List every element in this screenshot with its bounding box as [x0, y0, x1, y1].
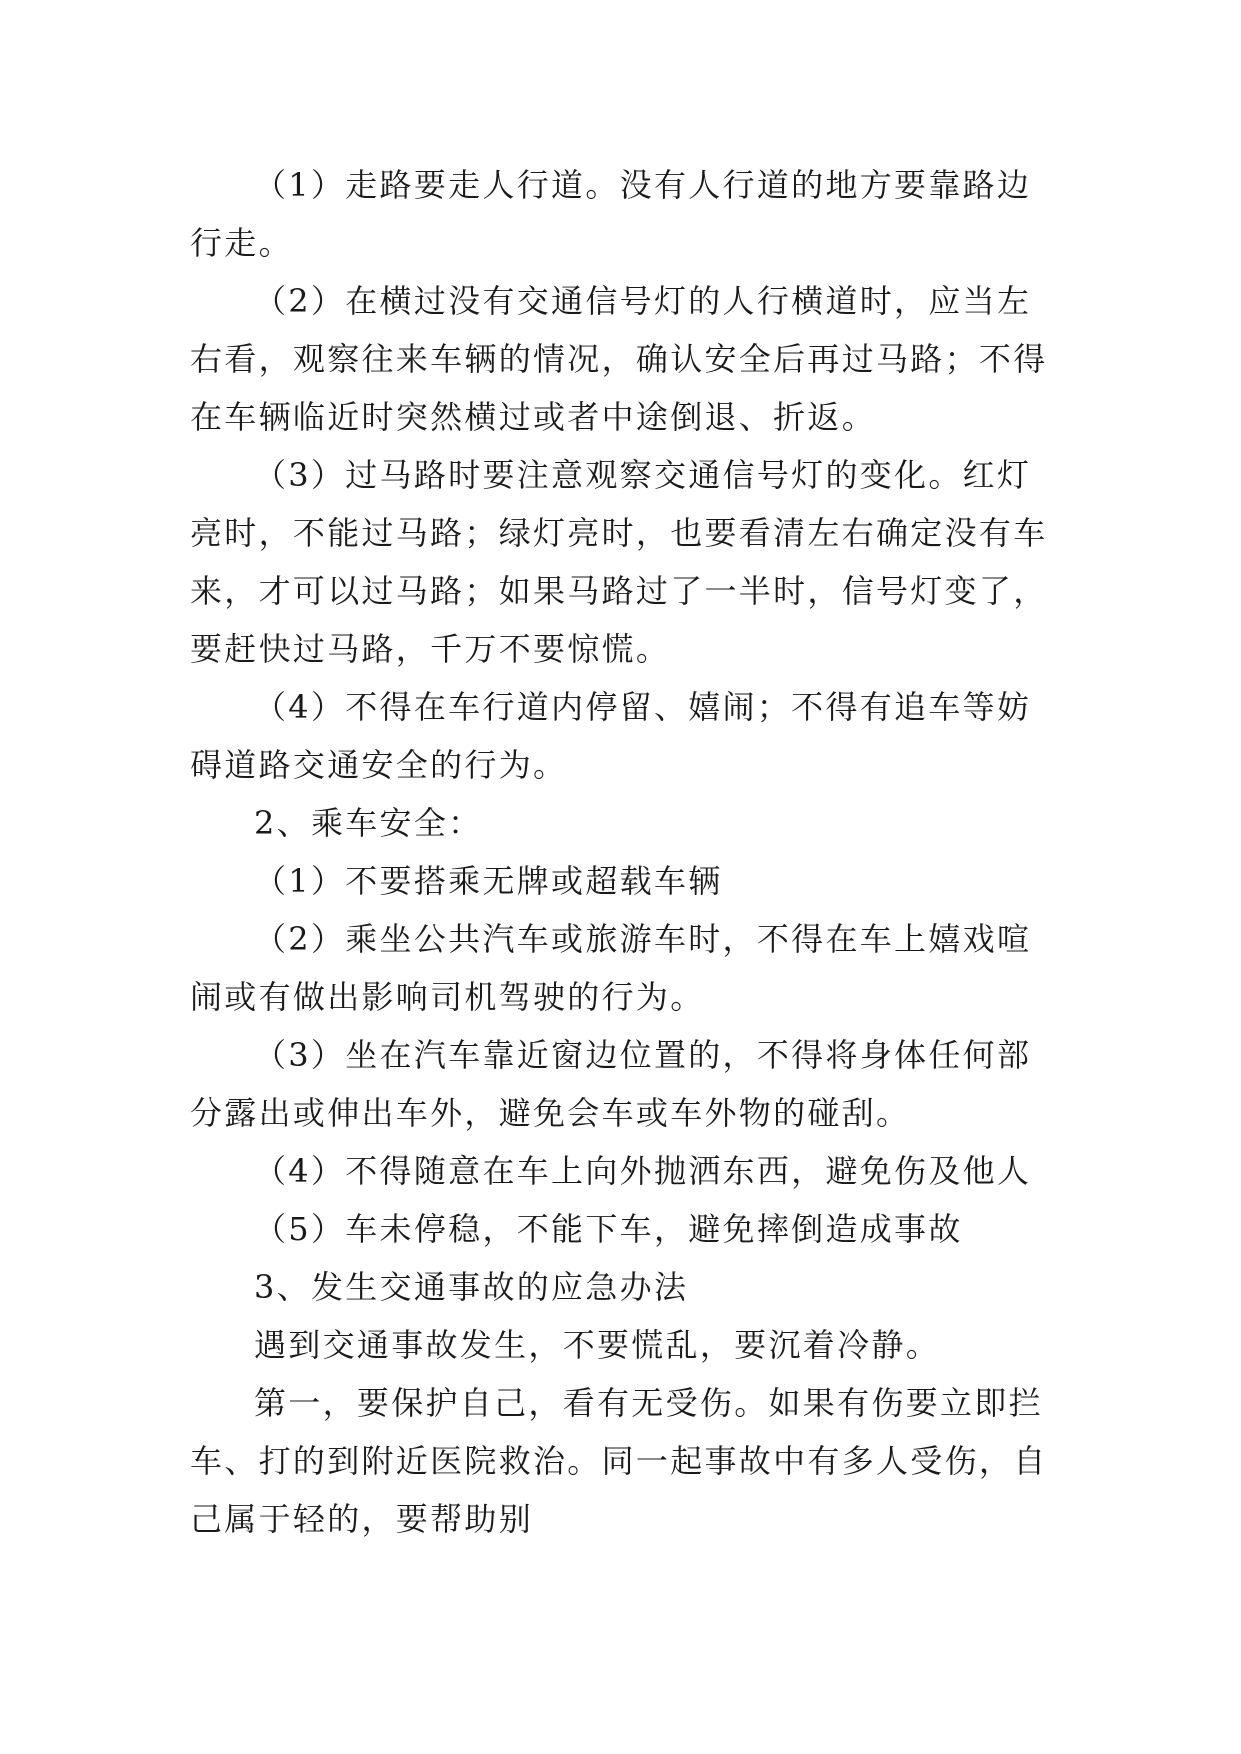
section-heading-riding-safety: 2、乘车安全：	[254, 804, 483, 842]
paragraph-window-seat: （3）坐在汽车靠近窗边位置的，不得将身体任何部分露出或伸出车外，避免会车或车外物的碰刮。	[190, 1036, 1032, 1132]
paragraph-traffic-light: （3）过马路时要注意观察交通信号灯的变化。红灯亮时，不能过马路；绿灯亮时，也要看清左右确定没有车来，才可以过马路；如果马路过了一半时，信号灯变了，要赶快过马路，千万不要惊慌。	[190, 456, 1048, 668]
paragraph-no-playing-on-road: （4）不得在车行道内停留、嬉闹；不得有追车等妨碍道路交通安全的行为。	[190, 688, 1032, 784]
paragraph-wait-vehicle-stop: （5）车未停稳，不能下车，避免摔倒造成事故	[254, 1210, 963, 1248]
paragraph-no-throwing: （4）不得随意在车上向外抛洒东西，避免伤及他人	[254, 1152, 1032, 1190]
paragraph-protect-yourself: 第一，要保护自己，看有无受伤。如果有伤要立即拦车、打的到附近医院救治。同一起事故中有多人受伤，自己属于轻的，要帮助别	[190, 1384, 1048, 1538]
paragraph-crosswalk-no-signal: （2）在横过没有交通信号灯的人行横道时，应当左右看，观察往来车辆的情况，确认安全后再过马路；不得在车辆临近时突然横过或者中途倒退、折返。	[190, 282, 1048, 436]
paragraph-walk-sidewalk: （1）走路要走人行道。没有人行道的地方要靠路边行走。	[190, 166, 1032, 262]
paragraph-no-overloaded-vehicles: （1）不要搭乘无牌或超载车辆	[254, 862, 723, 900]
document-body	[190, 156, 1050, 1548]
paragraph-bus-behavior: （2）乘坐公共汽车或旅游车时，不得在车上嬉戏喧闹或有做出影响司机驾驶的行为。	[190, 920, 1032, 1016]
section-heading-accident-emergency: 3、发生交通事故的应急办法	[254, 1268, 689, 1306]
paragraph-stay-calm: 遇到交通事故发生，不要慌乱，要沉着冷静。	[254, 1326, 941, 1364]
